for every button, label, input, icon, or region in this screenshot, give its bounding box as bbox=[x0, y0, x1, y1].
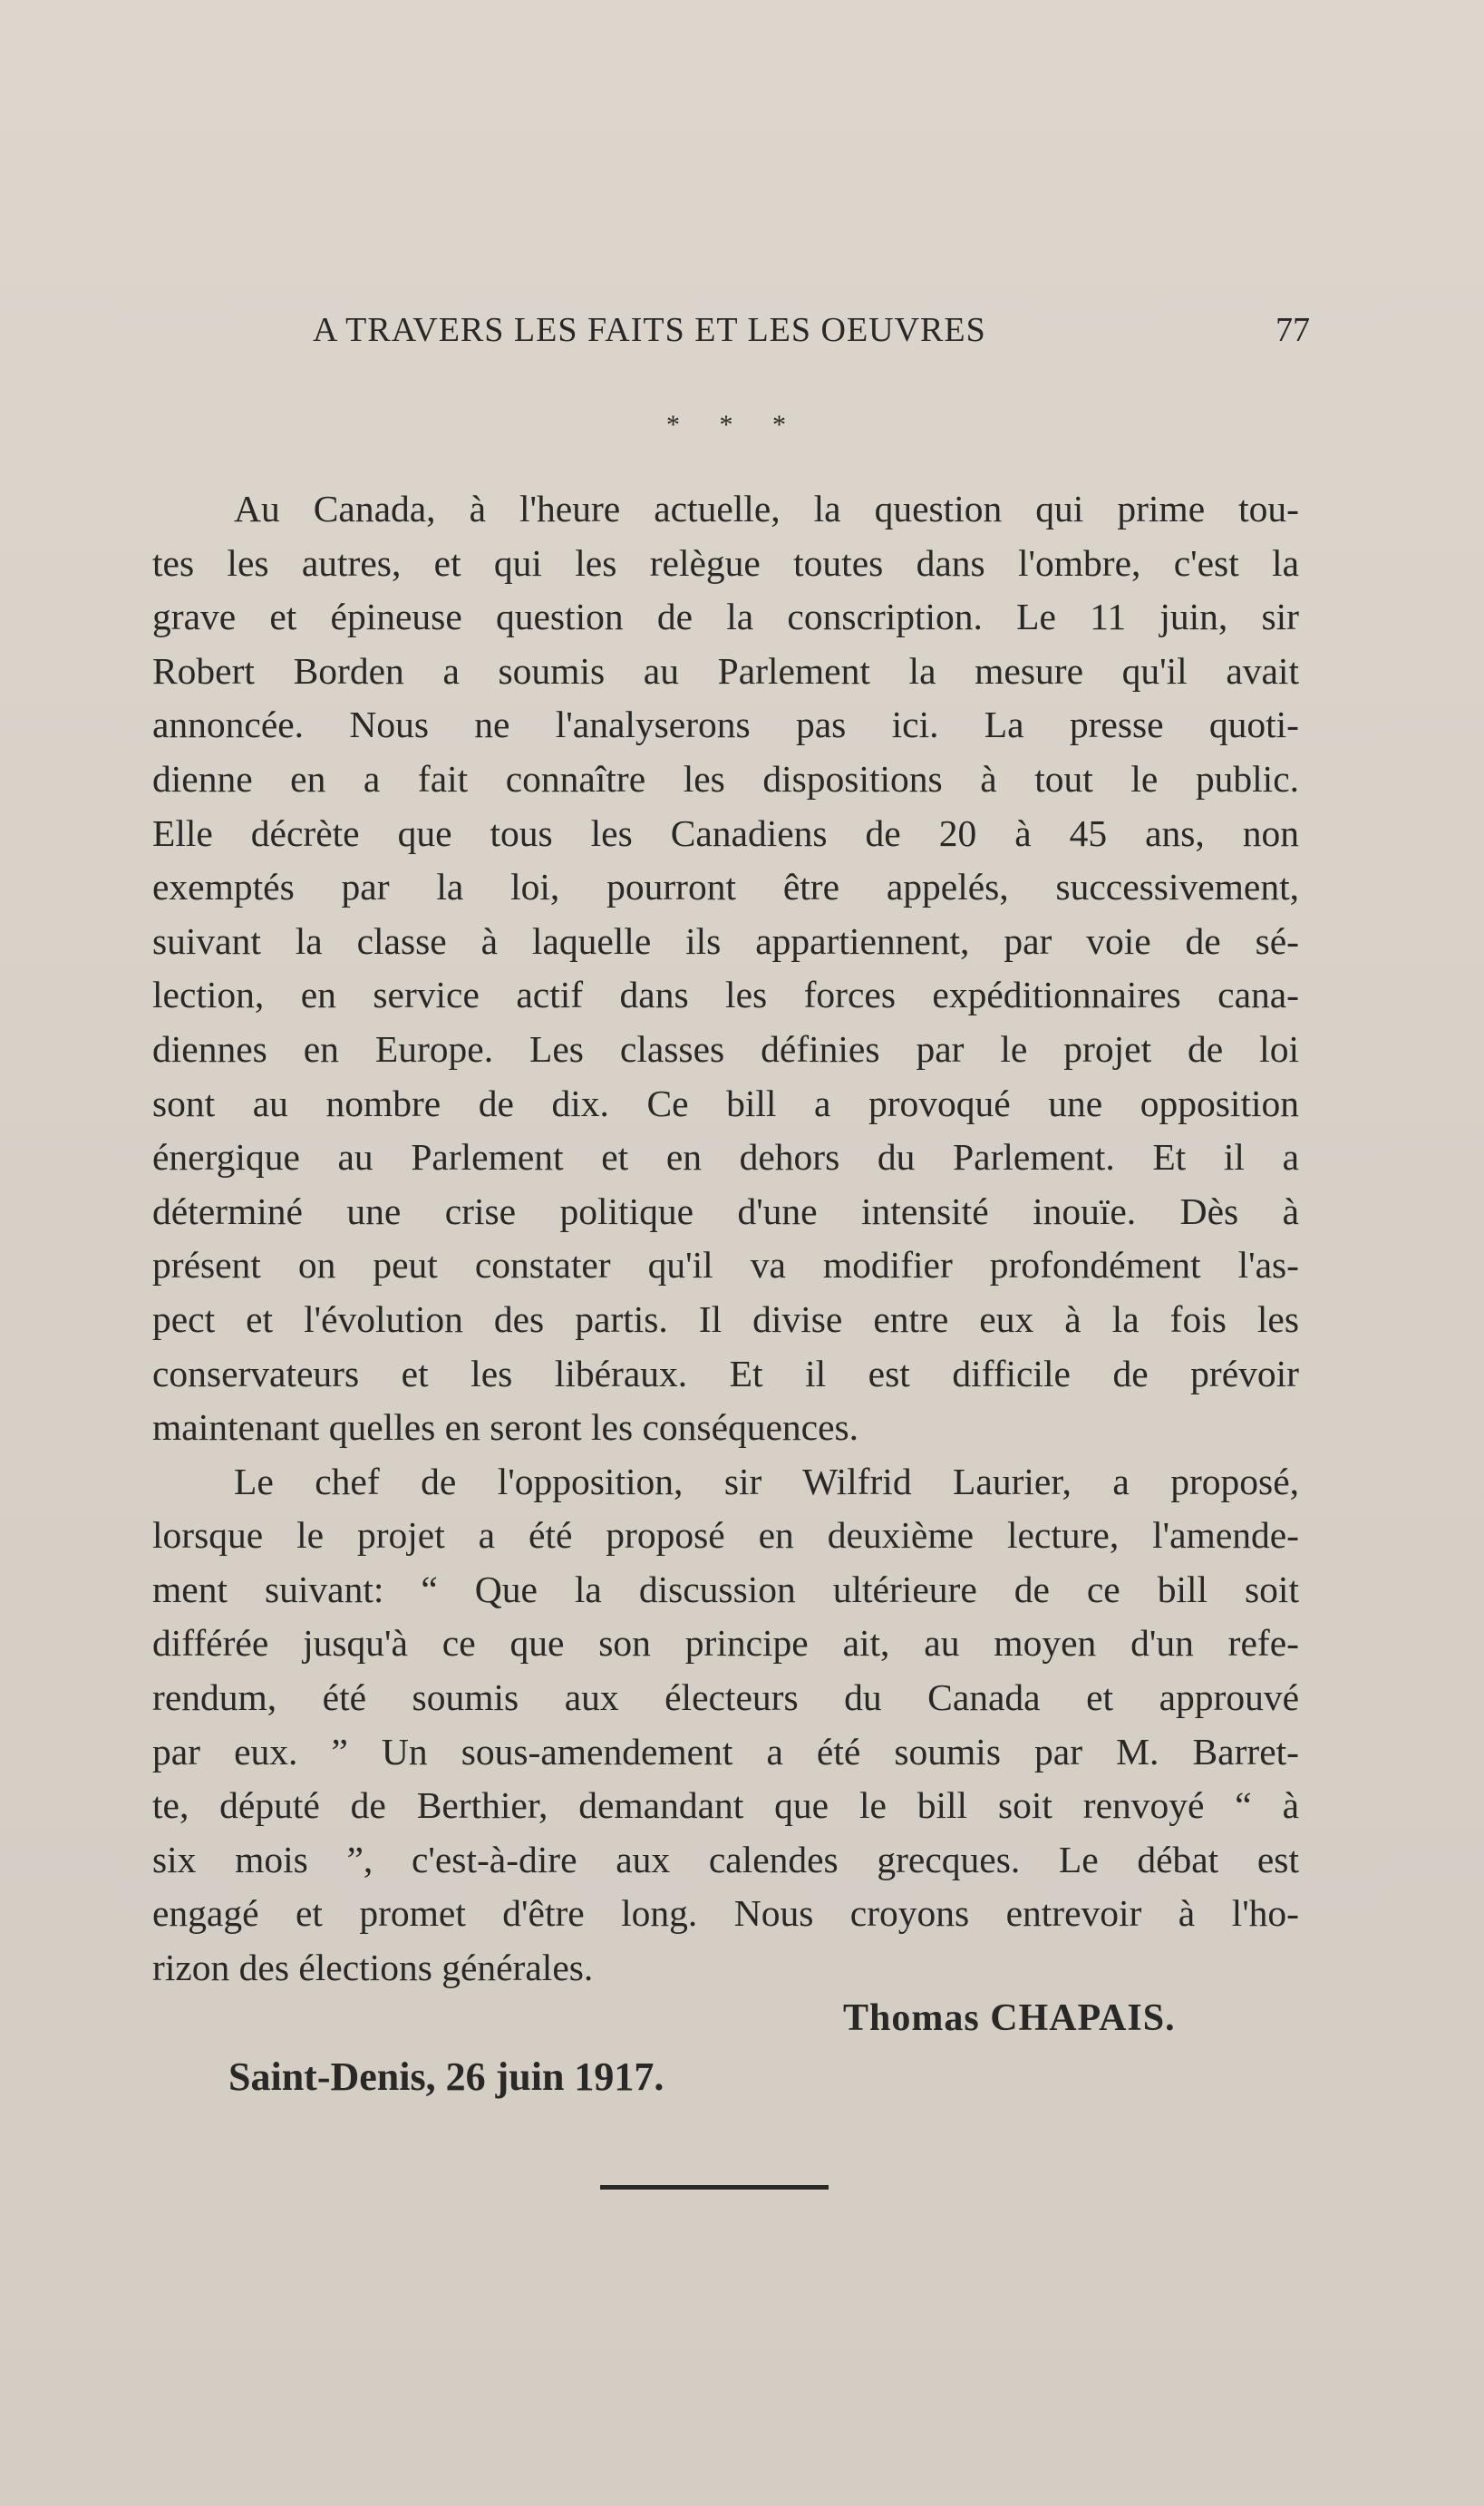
text-line: annoncée. Nous ne l'analyserons pas ici. La presse quoti- bbox=[152, 704, 1299, 746]
text-line: tes les autres, et qui les relègue toutes dans l'ombre, c'est la bbox=[152, 541, 1299, 584]
text-line: Au Canada, à l'heure actuelle, la question qui prime tou- bbox=[234, 488, 1299, 529]
article-body bbox=[152, 482, 1299, 1996]
running-head bbox=[313, 310, 1310, 355]
section-ornament: * * * bbox=[666, 410, 802, 440]
place-date-line: Saint-Denis, 26 juin 1917. bbox=[228, 2054, 664, 2099]
text-line: énergique au Parlement et en dehors du Parlement. Et il a bbox=[152, 1136, 1299, 1179]
text-line: maintenant quelles en seront les conséquences. bbox=[152, 1406, 859, 1449]
text-line: Elle décrète que tous les Canadiens de 20 à 45 ans, non bbox=[152, 811, 1299, 854]
running-title: A TRAVERS LES FAITS ET LES OEUVRES bbox=[313, 311, 986, 349]
text-line: sont au nombre de dix. Ce bill a provoqué une opposition bbox=[152, 1082, 1299, 1124]
text-line: suivant la classe à laquelle ils appartiennent, par voie de sé- bbox=[152, 919, 1299, 962]
text-line: rizon des élections générales. bbox=[152, 1947, 594, 1989]
text-line: lorsque le projet a été proposé en deuxième lecture, l'amende- bbox=[152, 1514, 1299, 1557]
paragraph bbox=[152, 1455, 1299, 1996]
text-line: pect et l'évolution des partis. Il divise entre eux à la fois les bbox=[152, 1297, 1299, 1340]
text-line: six mois ”, c'est-à-dire aux calendes grecques. Le débat est bbox=[152, 1838, 1299, 1880]
text-line: ment suivant: “ Que la discussion ultérieure de ce bill soit bbox=[152, 1568, 1299, 1610]
text-line: exemptés par la loi, pourront être appelés, successivement, bbox=[152, 866, 1299, 908]
text-line: engagé et promet d'être long. Nous croyons entrevoir à l'ho- bbox=[152, 1892, 1299, 1935]
text-line: lection, en service actif dans les forces expéditionnaires cana- bbox=[152, 974, 1299, 1016]
text-line: conservateurs et les libéraux. Et il est difficile de prévoir bbox=[152, 1352, 1299, 1394]
page-number: 77 bbox=[1275, 311, 1310, 349]
text-line: diennes en Europe. Les classes définies par le projet de loi bbox=[152, 1027, 1299, 1070]
author-signature: Thomas CHAPAIS. bbox=[843, 1997, 1176, 2039]
text-line: déterminé une crise politique d'une intensité inouïe. Dès à bbox=[152, 1190, 1299, 1232]
text-line: te, député de Berthier, demandant que le bill soit renvoyé “ à bbox=[152, 1784, 1299, 1827]
text-line: Le chef de l'opposition, sir Wilfrid Laurier, a proposé, bbox=[234, 1460, 1299, 1502]
paragraph bbox=[152, 482, 1299, 1455]
text-line: différée jusqu'à ce que son principe ait, au moyen d'un refe- bbox=[152, 1622, 1299, 1665]
text-line: par eux. ” Un sous-amendement a été soumis par M. Barret- bbox=[152, 1730, 1299, 1773]
text-line: Robert Borden a soumis au Parlement la mesure qu'il avait bbox=[152, 649, 1299, 692]
text-line: dienne en a fait connaître les dispositions à tout le public. bbox=[152, 757, 1299, 800]
text-line: rendum, été soumis aux électeurs du Canada et approuvé bbox=[152, 1676, 1299, 1719]
text-line: présent on peut constater qu'il va modifier profondément l'as- bbox=[152, 1244, 1299, 1287]
end-rule bbox=[600, 2185, 829, 2190]
text-line: grave et épineuse question de la conscription. Le 11 juin, sir bbox=[152, 596, 1299, 638]
